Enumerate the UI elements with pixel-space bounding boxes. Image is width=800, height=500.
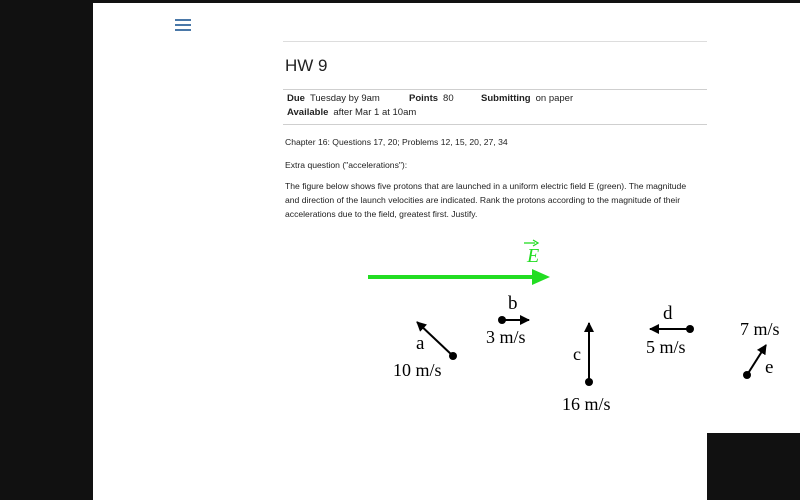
points-detail xyxy=(409,93,454,104)
proton-e-speed: 7 m/s xyxy=(740,319,780,339)
divider xyxy=(283,41,707,42)
submitting-detail xyxy=(481,93,573,104)
extra-question-text: Extra question ("accelerations"): xyxy=(285,160,408,170)
proton-c-speed: 16 m/s xyxy=(562,394,611,414)
proton-d-speed: 5 m/s xyxy=(646,337,686,357)
proton-b-speed: 3 m/s xyxy=(486,327,526,347)
proton-e-dot xyxy=(743,371,751,379)
points-label: Points xyxy=(409,93,439,104)
right-margin xyxy=(707,3,800,433)
figure-svg xyxy=(276,231,707,421)
chapter-text: Chapter 16: Questions 17, 20; Problems 12, 15, 20, 27, 34 xyxy=(285,137,508,147)
proton-c-dot xyxy=(585,378,593,386)
assignment-page xyxy=(93,3,707,500)
proton-b-label: b xyxy=(508,293,518,314)
available-label: Available xyxy=(287,107,329,118)
proton-e-figure xyxy=(707,228,800,388)
due-detail xyxy=(287,93,380,104)
due-label: Due xyxy=(287,93,305,104)
proton-a-speed: 10 m/s xyxy=(393,360,442,380)
due-value: Tuesday by 9am xyxy=(309,93,380,104)
points-value: 80 xyxy=(443,93,454,104)
available-detail xyxy=(287,107,416,118)
proton-b-dot xyxy=(498,316,506,324)
menu-icon[interactable] xyxy=(175,19,191,33)
proton-c-label: c xyxy=(573,344,581,364)
field-label: E xyxy=(527,245,540,267)
proton-a-dot xyxy=(449,352,457,360)
field-arrowhead xyxy=(532,269,550,285)
electric-field-figure xyxy=(276,231,707,426)
proton-e-label: e xyxy=(765,357,774,378)
description-text: The figure below shows five protons that are launched in a uniform electric field E (green). The magnitude and direction of the launch velocities are indicated. Rank the protons according to the magnitude of their accelerations due to the field, greatest first. Justify. xyxy=(285,181,687,219)
proton-e-velocity-arrow xyxy=(747,345,766,375)
proton-a-label: a xyxy=(416,333,425,354)
submitting-label: Submitting xyxy=(481,93,531,104)
submitting-value: on paper xyxy=(535,93,574,104)
page-title: HW 9 xyxy=(285,56,328,75)
proton-d-dot xyxy=(686,325,694,333)
available-value: after Mar 1 at 10am xyxy=(333,107,417,118)
proton-d-label: d xyxy=(663,303,673,324)
